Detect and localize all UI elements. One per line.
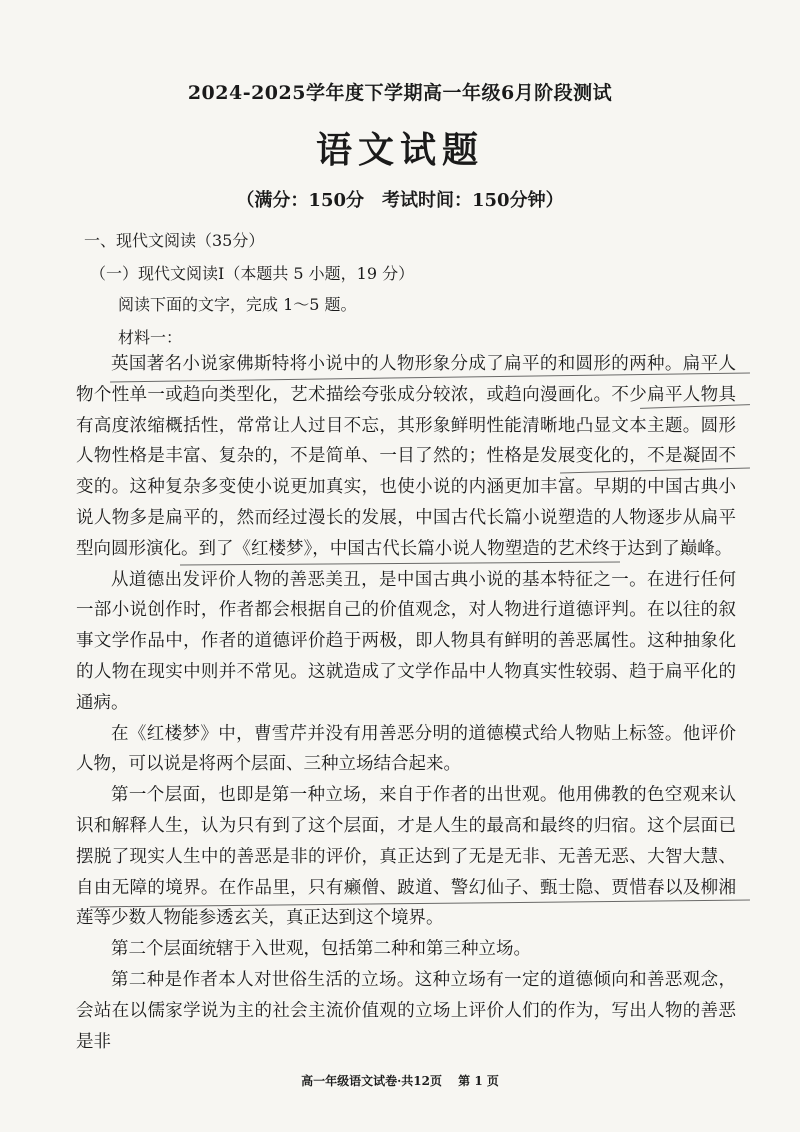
subject-title: 语文试题 — [315, 129, 484, 171]
score-info: （满分：150分 考试时间：150分钟） — [236, 190, 564, 211]
reading-passage — [76, 349, 736, 1057]
paragraph-4: 第一个层面，也即是第一种立场，来自于作者的出世观。他用佛教的色空观来认识和解释人生，认为只有到了这个层面，才是人生的最高和最终的归宿。这个层面已摆脱了现实人生中的善恶是非的评价，真正达到了无是无非、无善无恶、大智大慧、自由无障的境界。在作品里，只有癞僧、跛道、警幻仙子、甄士隐、贾惜春以及柳湘莲等少数人物能参透玄关，真正达到这个境界。 — [76, 785, 736, 929]
material-label: 材料一： — [118, 328, 183, 347]
reading-instruction: 阅读下面的文字，完成 1～5 题。 — [118, 295, 357, 314]
paper-name: 高一年级语文试卷·共12页 — [301, 1074, 442, 1088]
subsection-heading: （一）现代文阅读Ⅰ（本题共 5 小题，19 分） — [90, 264, 415, 283]
paragraph-3: 在《红楼梦》中，曹雪芹并没有用善恶分明的道德模式给人物贴上标签。他评价人物，可以说是将两个层面、三种立场结合起来。 — [76, 723, 736, 775]
page-number: 第 1 页 — [458, 1074, 499, 1088]
paragraph-6: 第二种是作者本人对世俗生活的立场。这种立场有一定的道德倾向和善恶观念，会站在以儒家学说为主的社会主流价值观的立场上评价人们的作为，写出人物的善恶是非 — [76, 969, 736, 1052]
paragraph-2: 从道德出发评价人物的善恶美丑，是中国古典小说的基本特征之一。在进行任何一部小说创作时，作者都会根据自己的价值观念，对人物进行道德评判。在以往的叙事文学作品中，作者的道德评价趋于两极，即人物具有鲜明的善恶属性。这种抽象化的人物在现实中则并不常见。这就造成了文学作品中人物真实性较弱、趋于扁平化的通病。 — [76, 569, 736, 713]
paragraph-1: 英国著名小说家佛斯特将小说中的人物形象分成了扁平的和圆形的两种。扁平人物个性单一或趋向类型化，艺术描绘夸张成分较浓，或趋向漫画化。不少扁平人物具有高度浓缩概括性，常常让人过目不忘，其形象鲜明性能清晰地凸显文本主题。圆形人物性格是丰富、复杂的，不是简单、一目了然的；性格是发展变化的，不是凝固不变的。这种复杂多变使小说更加真实，也使小说的内涵更加丰富。早期的中国古典小说人物多是扁平的，然而经过漫长的发展，中国古代长篇小说塑造的人物逐步从扁平型向圆形演化。到了《红楼梦》，中国古代长篇小说人物塑造的艺术终于达到了巅峰。 — [76, 354, 736, 559]
section-heading: 一、现代文阅读（35分） — [84, 231, 265, 250]
paragraph-5: 第二个层面统辖于入世观，包括第二种和第三种立场。 — [111, 939, 531, 960]
page-footer — [0, 1072, 800, 1089]
exam-title: 2024-2025学年度下学期高一年级6月阶段测试 — [187, 82, 613, 104]
